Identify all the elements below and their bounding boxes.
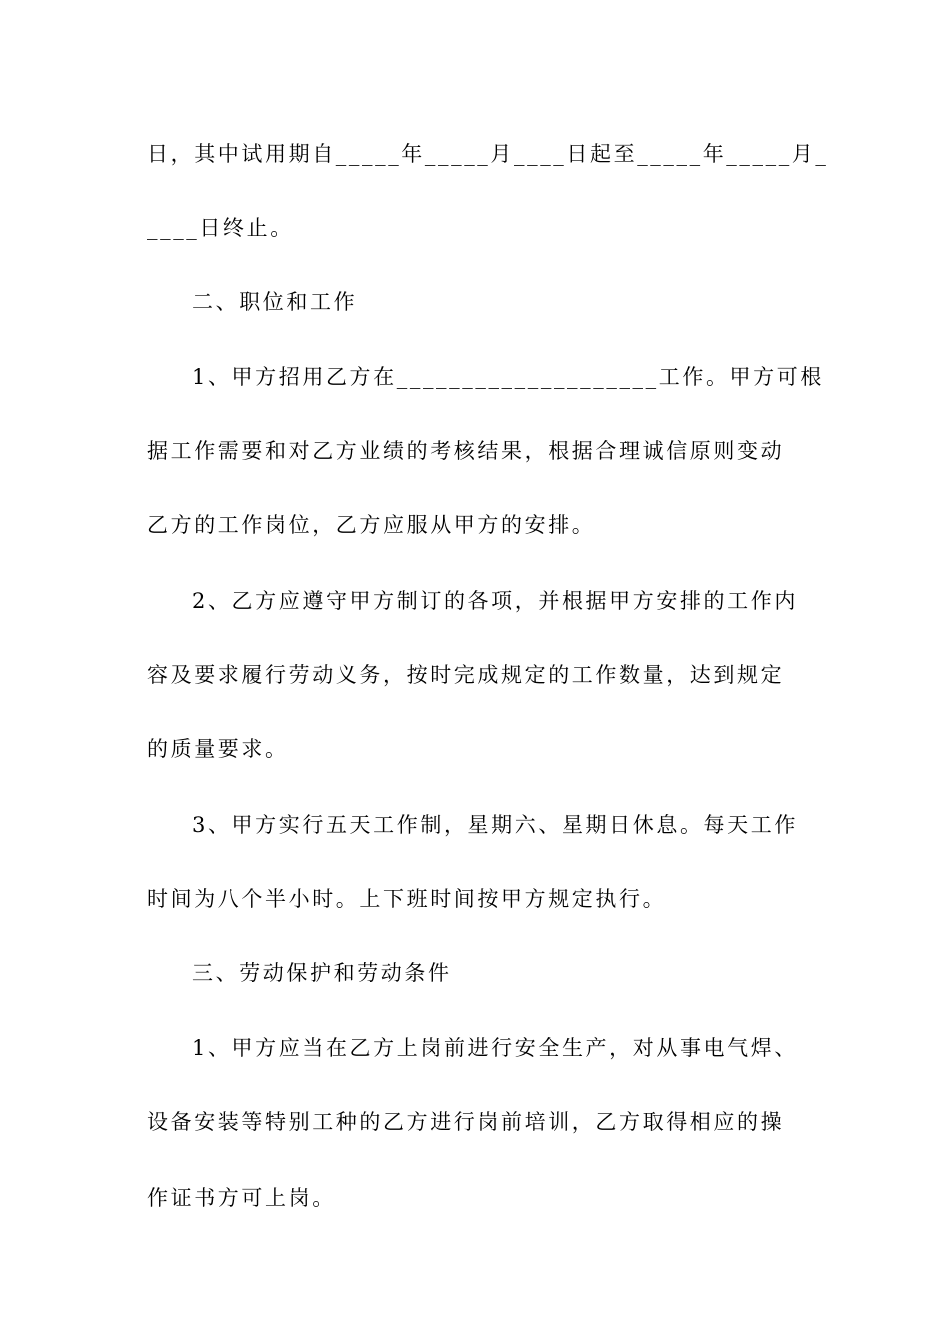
text-line-clause-2-3-a: 3、甲方实行五天工作制，星期六、星期日休息。每天工作 [192,813,798,837]
section-heading-labor-protection: 三、劳动保护和劳动条件 [192,961,452,985]
text-line-clause-2-2-b: 容及要求履行劳动义务，按时完成规定的工作数量，达到规定 [147,663,785,687]
text-line-clause-2-2-c: 的质量要求。 [147,737,289,761]
text-line-clause-3-1-b: 设备安装等特别工种的乙方进行岗前培训，乙方取得相应的操 [147,1110,785,1134]
text-line-probation-period: 日，其中试用期自_____年_____月____日起至_____年_____月_ [147,142,829,166]
section-heading-position-and-work: 二、职位和工作 [192,290,358,314]
text-line-clause-2-1-b: 据工作需要和对乙方业绩的考核结果，根据合理诚信原则变动 [147,439,785,463]
text-line-clause-2-1-c: 乙方的工作岗位，乙方应服从甲方的安排。 [147,513,596,537]
text-line-clause-2-1-a: 1、甲方招用乙方在____________________工作。甲方可根 [192,365,824,389]
text-line-clause-3-1-a: 1、甲方应当在乙方上岗前进行安全生产，对从事电气焊、 [192,1036,798,1060]
text-line-clause-2-3-b: 时间为八个半小时。上下班时间按甲方规定执行。 [147,887,667,911]
text-line-probation-end: ____日终止。 [147,216,294,240]
text-line-clause-2-2-a: 2、乙方应遵守甲方制订的各项，并根据甲方安排的工作内 [192,589,798,613]
text-line-clause-3-1-c: 作证书方可上岗。 [147,1186,336,1210]
